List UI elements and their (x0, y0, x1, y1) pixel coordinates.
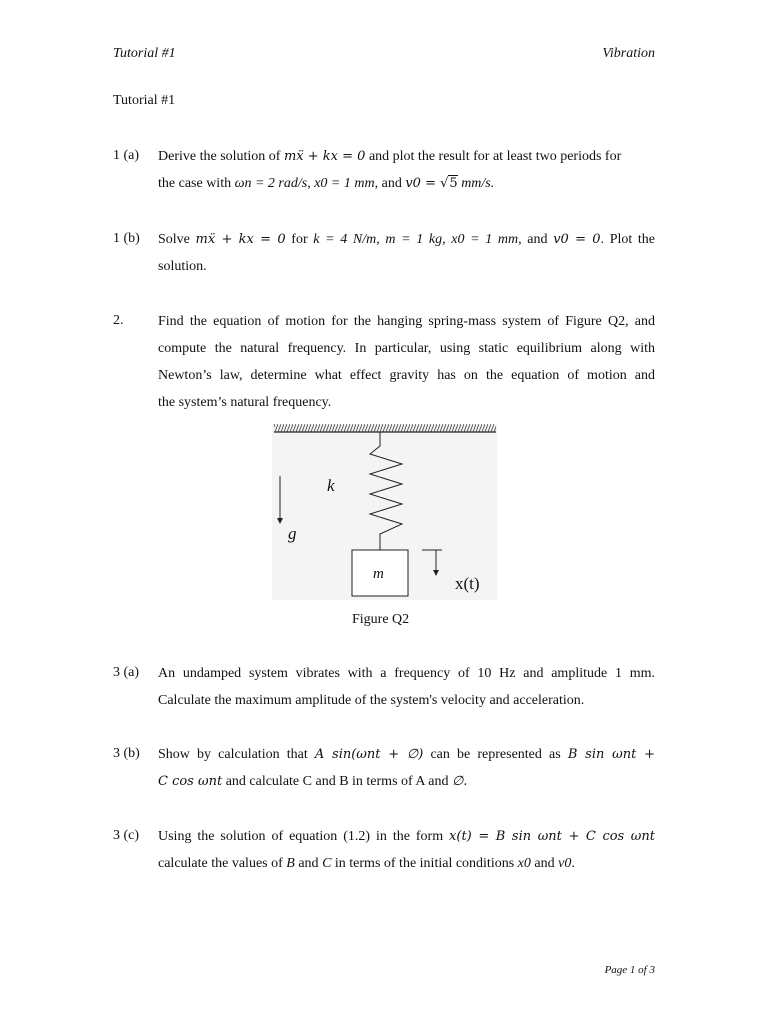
question-1b-number: 1 (b) (113, 231, 140, 246)
displacement-label: x(t) (455, 574, 480, 593)
question-3a-number: 3 (a) (113, 665, 140, 680)
page-number: Page 1 of 3 (604, 964, 655, 976)
equation: mẍ + kx = 0 (283, 149, 366, 164)
sqrt-expression: √5 (440, 176, 458, 191)
question-3b-number: 3 (b) (113, 746, 140, 761)
figure-q2 (272, 424, 497, 600)
document-title: Tutorial #1 (113, 93, 176, 108)
header-left: Tutorial #1 (113, 46, 176, 61)
question-3c-number: 3 (c) (113, 828, 140, 843)
question-2-number: 2. (113, 313, 124, 328)
question-2-text: Find the equation of motion for the hanging spring-mass system of Figure Q2, and compute the natural frequency. In particular, using static equilibrium along with Newton’s law, determine what effect gravity has on the equation of motion and the system’s natural frequency. (158, 314, 655, 410)
question-3b-text: Show by calculation that A sin(ωnt + ∅) can be represented as B sin ωnt + C cos ωnt and calculate C and B in terms of A and ∅. (158, 747, 655, 789)
header-right: Vibration (602, 46, 655, 61)
figure-caption: Figure Q2 (352, 612, 410, 627)
question-3a-text: An undamped system vibrates with a frequency of 10 Hz and amplitude 1 mm. Calculate the maximum amplitude of the system's velocity and acceleration. (158, 666, 655, 708)
question-1a-number: 1 (a) (113, 148, 140, 163)
spring-constant-label: k (327, 476, 335, 495)
ceiling-hatch (274, 424, 496, 432)
question-3c-text: Using the solution of equation (1.2) in the form x(t) = B sin ωnt + C cos ωnt calculate the values of B and C in terms of the initial conditions x0 and v0. (158, 829, 655, 871)
question-1b-text: Solve mẍ + kx = 0 for k = 4 N/m, m = 1 kg, x0 = 1 mm, and v0 = 0. Plot the solution. (158, 232, 656, 274)
question-1a-text: Derive the solution of mẍ + kx = 0 and plot the result for at least two periods for the case with ωn = 2 rad/s, x0 = 1 mm, and v0 = √5 mm/s. (158, 149, 622, 191)
gravity-label: g (288, 524, 297, 543)
mass-label: m (373, 566, 384, 582)
spring (370, 432, 402, 550)
